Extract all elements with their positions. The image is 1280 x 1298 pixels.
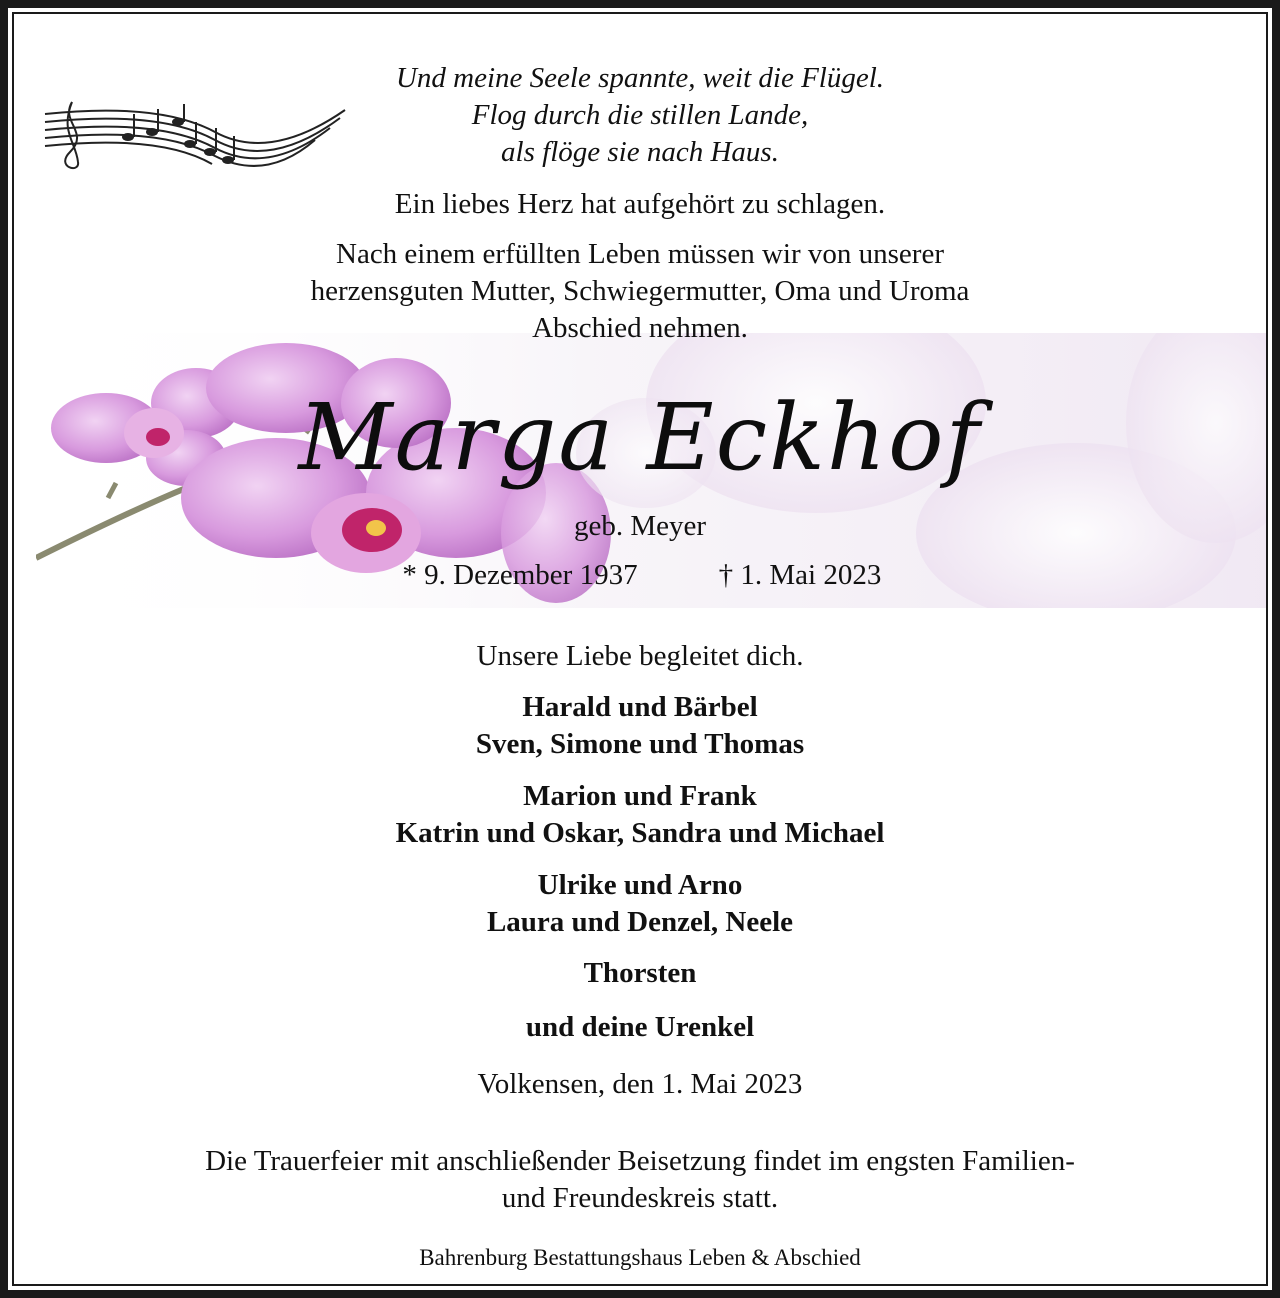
poem-line-3: als flöge sie nach Haus. — [501, 136, 779, 168]
death-date: † 1. Mai 2023 — [718, 559, 882, 591]
mourner-group-1b: Sven, Simone und Thomas — [475, 728, 805, 760]
intro-text: Ein liebes Herz hat aufgehört zu schlagen. — [394, 188, 886, 220]
poem-line-2: Flog durch die stillen Lande, — [471, 99, 809, 131]
ceremony-line-2: und Freundeskreis statt. — [501, 1182, 779, 1214]
mourner-group-1a: Harald und Bärbel — [522, 691, 758, 723]
mourner-group-5: und deine Urenkel — [525, 1011, 755, 1043]
mourner-group-2b: Katrin und Oskar, Sandra und Michael — [395, 817, 885, 849]
mourner-group-2a: Marion und Frank — [523, 780, 757, 812]
mourner-group-3b: Laura und Denzel, Neele — [486, 906, 794, 938]
maiden-name: geb. Meyer — [573, 510, 707, 542]
mourner-group-3a: Ulrike und Arno — [537, 869, 743, 901]
farewell-line-3: Abschied nehmen. — [532, 312, 748, 344]
farewell-line-1: Nach einem erfüllten Leben müssen wir von unserer — [336, 238, 944, 270]
farewell-line-2: herzensguten Mutter, Schwiegermutter, Oma und Uroma — [310, 275, 970, 307]
funeral-home: Bahrenburg Bestattungshaus Leben & Abschied — [419, 1245, 861, 1270]
mourner-group-4: Thorsten — [583, 957, 697, 989]
love-line: Unsere Liebe begleitet dich. — [476, 640, 804, 672]
birth-date: * 9. Dezember 1937 — [402, 559, 638, 591]
deceased-name: Marga Eckhof — [298, 384, 982, 491]
ceremony-line-1: Die Trauerfeier mit anschließender Beisetzung findet im engsten Familien- — [205, 1145, 1075, 1177]
place-date: Volkensen, den 1. Mai 2023 — [477, 1068, 803, 1100]
poem-line-1: Und meine Seele spannte, weit die Flügel. — [395, 62, 885, 94]
